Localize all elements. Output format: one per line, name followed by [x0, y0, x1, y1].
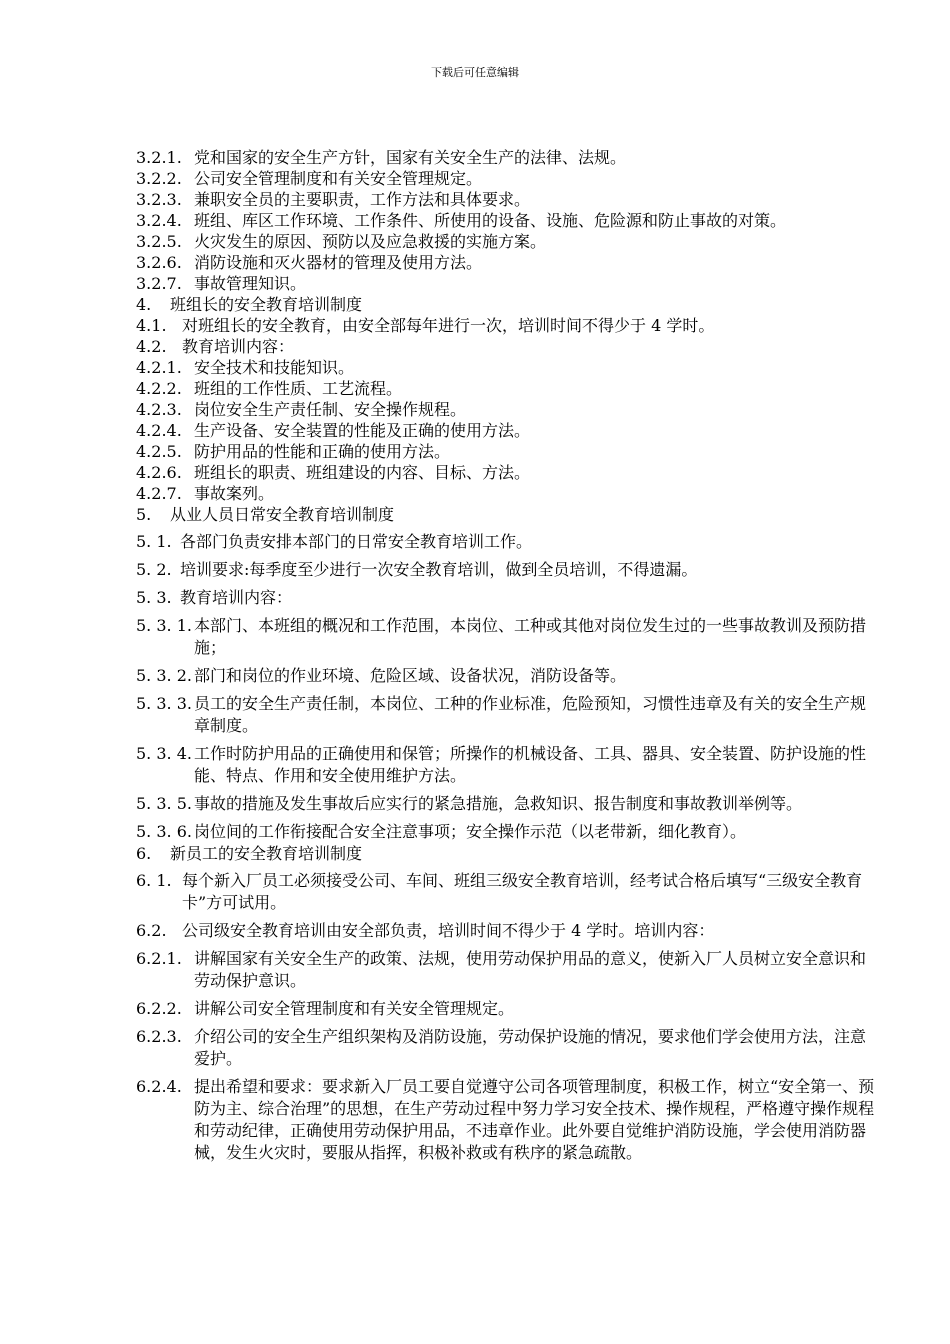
item-text: 岗位安全生产责任制、安全操作规程。: [194, 400, 467, 419]
section-heading: [136, 843, 876, 864]
document-body: [136, 147, 876, 1164]
item-text: 公司安全管理制度和有关安全管理规定。: [194, 169, 483, 188]
item-number: 6.2.1.: [136, 949, 182, 968]
item-text: 各部门负责安排本部门的日常安全教育培训工作。: [180, 532, 533, 551]
item-text: 安全技术和技能知识。: [194, 358, 355, 377]
item-text: 火灾发生的原因、预防以及应急救援的实施方案。: [194, 232, 547, 251]
item-text: 党和国家的安全生产方针，国家有关安全生产的法律、法规。: [194, 148, 627, 167]
item-text: 对班组长的安全教育，由安全部每年进行一次，培训时间不得少于 4 学时。: [182, 316, 715, 335]
list-item: [136, 252, 876, 273]
list-item: [136, 273, 876, 294]
item-number: 5. 1.: [136, 532, 172, 551]
item-number: 5.: [136, 505, 152, 524]
item-number: 4.2.1.: [136, 358, 182, 377]
list-item: [136, 420, 876, 441]
item-number: 4.1.: [136, 316, 167, 335]
list-item: [136, 870, 876, 914]
list-item: [136, 231, 876, 252]
list-item: [136, 357, 876, 378]
item-number: 4.2.5.: [136, 442, 182, 461]
item-number: 6.2.3.: [136, 1027, 182, 1046]
item-text: 新员工的安全教育培训制度: [170, 844, 363, 863]
item-number: 5. 2.: [136, 560, 172, 579]
item-number: 6.: [136, 844, 152, 863]
item-number: 5. 3. 3.: [136, 694, 192, 713]
item-text: 班组、库区工作环境、工作条件、所使用的设备、设施、危险源和防止事故的对策。: [194, 211, 787, 230]
list-item: [136, 441, 876, 462]
list-item: [136, 793, 876, 815]
list-item: [136, 693, 876, 737]
list-item: [136, 189, 876, 210]
item-text: 兼职安全员的主要职责，工作方法和具体要求。: [194, 190, 531, 209]
list-item: [136, 399, 876, 420]
list-item: [136, 336, 876, 357]
item-number: 4.2.7.: [136, 484, 182, 503]
list-item: [136, 587, 876, 609]
item-number: 5. 3.: [136, 588, 172, 607]
list-item: [136, 462, 876, 483]
list-item: [136, 378, 876, 399]
item-text: 员工的安全生产责任制，本岗位、工种的作业标准，危险预知，习惯性违章及有关的安全生产规章制度。: [194, 694, 867, 735]
item-number: 3.2.2.: [136, 169, 182, 188]
list-item: [136, 743, 876, 787]
item-number: 4.2.4.: [136, 421, 182, 440]
list-item: [136, 147, 876, 168]
list-item: [136, 559, 876, 581]
item-number: 6. 1.: [136, 871, 172, 890]
list-item: [136, 615, 876, 659]
item-text: 消防设施和灭火器材的管理及使用方法。: [194, 253, 483, 272]
item-text: 工作时防护用品的正确使用和保管；所操作的机械设备、工具、器具、安全装置、防护设施的性能、特点、作用和安全使用维护方法。: [194, 744, 867, 785]
section-heading: [136, 294, 876, 315]
item-text: 提出希望和要求：要求新入厂员工要自觉遵守公司各项管理制度，积极工作，树立“安全第一、预防为主、综合治理”的思想，在生产劳动过程中努力学习安全技术、操作规程，严格遵守操作规程和劳动纪律，正确使用劳动保护用品，不违章作业。此外要自觉维护消防设施，学会使用消防器械，发生火灾时，要服从指挥，积极补救或有秩序的紧急疏散。: [194, 1077, 875, 1162]
item-number: 4.2.3.: [136, 400, 182, 419]
item-number: 3.2.1.: [136, 148, 182, 167]
list-item: [136, 821, 876, 843]
item-text: 班组长的安全教育培训制度: [170, 295, 363, 314]
item-text: 讲解公司安全管理制度和有关安全管理规定。: [194, 999, 515, 1018]
item-text: 讲解国家有关安全生产的政策、法规，使用劳动保护用品的意义，使新入厂人员树立安全意识和劳动保护意识。: [194, 949, 867, 990]
item-text: 班组长的职责、班组建设的内容、目标、方法。: [194, 463, 531, 482]
item-text: 公司级安全教育培训由安全部负责，培训时间不得少于 4 学时。培训内容：: [182, 921, 715, 940]
item-text: 部门和岗位的作业环境、危险区域、设备状况，消防设备等。: [194, 666, 627, 685]
item-text: 事故的措施及发生事故后应实行的紧急措施，急救知识、报告制度和事故教训举例等。: [194, 794, 803, 813]
item-text: 每个新入厂员工必须接受公司、车间、班组三级安全教育培训，经考试合格后填写“三级安全教育卡”方可试用。: [182, 871, 863, 912]
item-number: 5. 3. 4.: [136, 744, 192, 763]
item-number: 5. 3. 1.: [136, 616, 192, 635]
item-text: 事故案列。: [194, 484, 275, 503]
list-item: [136, 1076, 876, 1164]
item-number: 4.2.2.: [136, 379, 182, 398]
item-number: 3.2.5.: [136, 232, 182, 251]
list-item: [136, 920, 876, 942]
section-heading: [136, 504, 876, 525]
list-item: [136, 210, 876, 231]
item-text: 介绍公司的安全生产组织架构及消防设施，劳动保护设施的情况，要求他们学会使用方法，注意爱护。: [194, 1027, 867, 1068]
item-number: 5. 3. 6.: [136, 822, 192, 841]
list-item: [136, 948, 876, 992]
item-text: 生产设备、安全装置的性能及正确的使用方法。: [194, 421, 531, 440]
item-text: 事故管理知识。: [194, 274, 307, 293]
list-item: [136, 483, 876, 504]
item-text: 从业人员日常安全教育培训制度: [170, 505, 395, 524]
item-number: 5. 3. 2.: [136, 666, 192, 685]
list-item: [136, 1026, 876, 1070]
item-number: 3.2.3.: [136, 190, 182, 209]
item-number: 4.2.: [136, 337, 167, 356]
item-text: 班组的工作性质、工艺流程。: [194, 379, 403, 398]
item-text: 岗位间的工作衔接配合安全注意事项；安全操作示范（以老带新，细化教育）。: [194, 822, 747, 841]
item-number: 3.2.7.: [136, 274, 182, 293]
page-header: 下载后可任意编辑: [431, 66, 519, 79]
item-number: 4.: [136, 295, 152, 314]
item-text: 培训要求:每季度至少进行一次安全教育培训，做到全员培训，不得遗漏。: [180, 560, 698, 579]
item-number: 6.2.: [136, 921, 167, 940]
list-item: [136, 531, 876, 553]
item-number: 3.2.6.: [136, 253, 182, 272]
item-number: 4.2.6.: [136, 463, 182, 482]
list-item: [136, 168, 876, 189]
list-item: [136, 665, 876, 687]
item-text: 本部门、本班组的概况和工作范围，本岗位、工种或其他对岗位发生过的一些事故教训及预防措施；: [194, 616, 867, 657]
list-item: [136, 315, 876, 336]
item-text: 教育培训内容：: [182, 337, 295, 356]
item-number: 5. 3. 5.: [136, 794, 192, 813]
list-item: [136, 998, 876, 1020]
item-number: 6.2.4.: [136, 1077, 182, 1096]
item-number: 3.2.4.: [136, 211, 182, 230]
item-text: 教育培训内容：: [180, 588, 293, 607]
item-number: 6.2.2.: [136, 999, 182, 1018]
item-text: 防护用品的性能和正确的使用方法。: [194, 442, 451, 461]
